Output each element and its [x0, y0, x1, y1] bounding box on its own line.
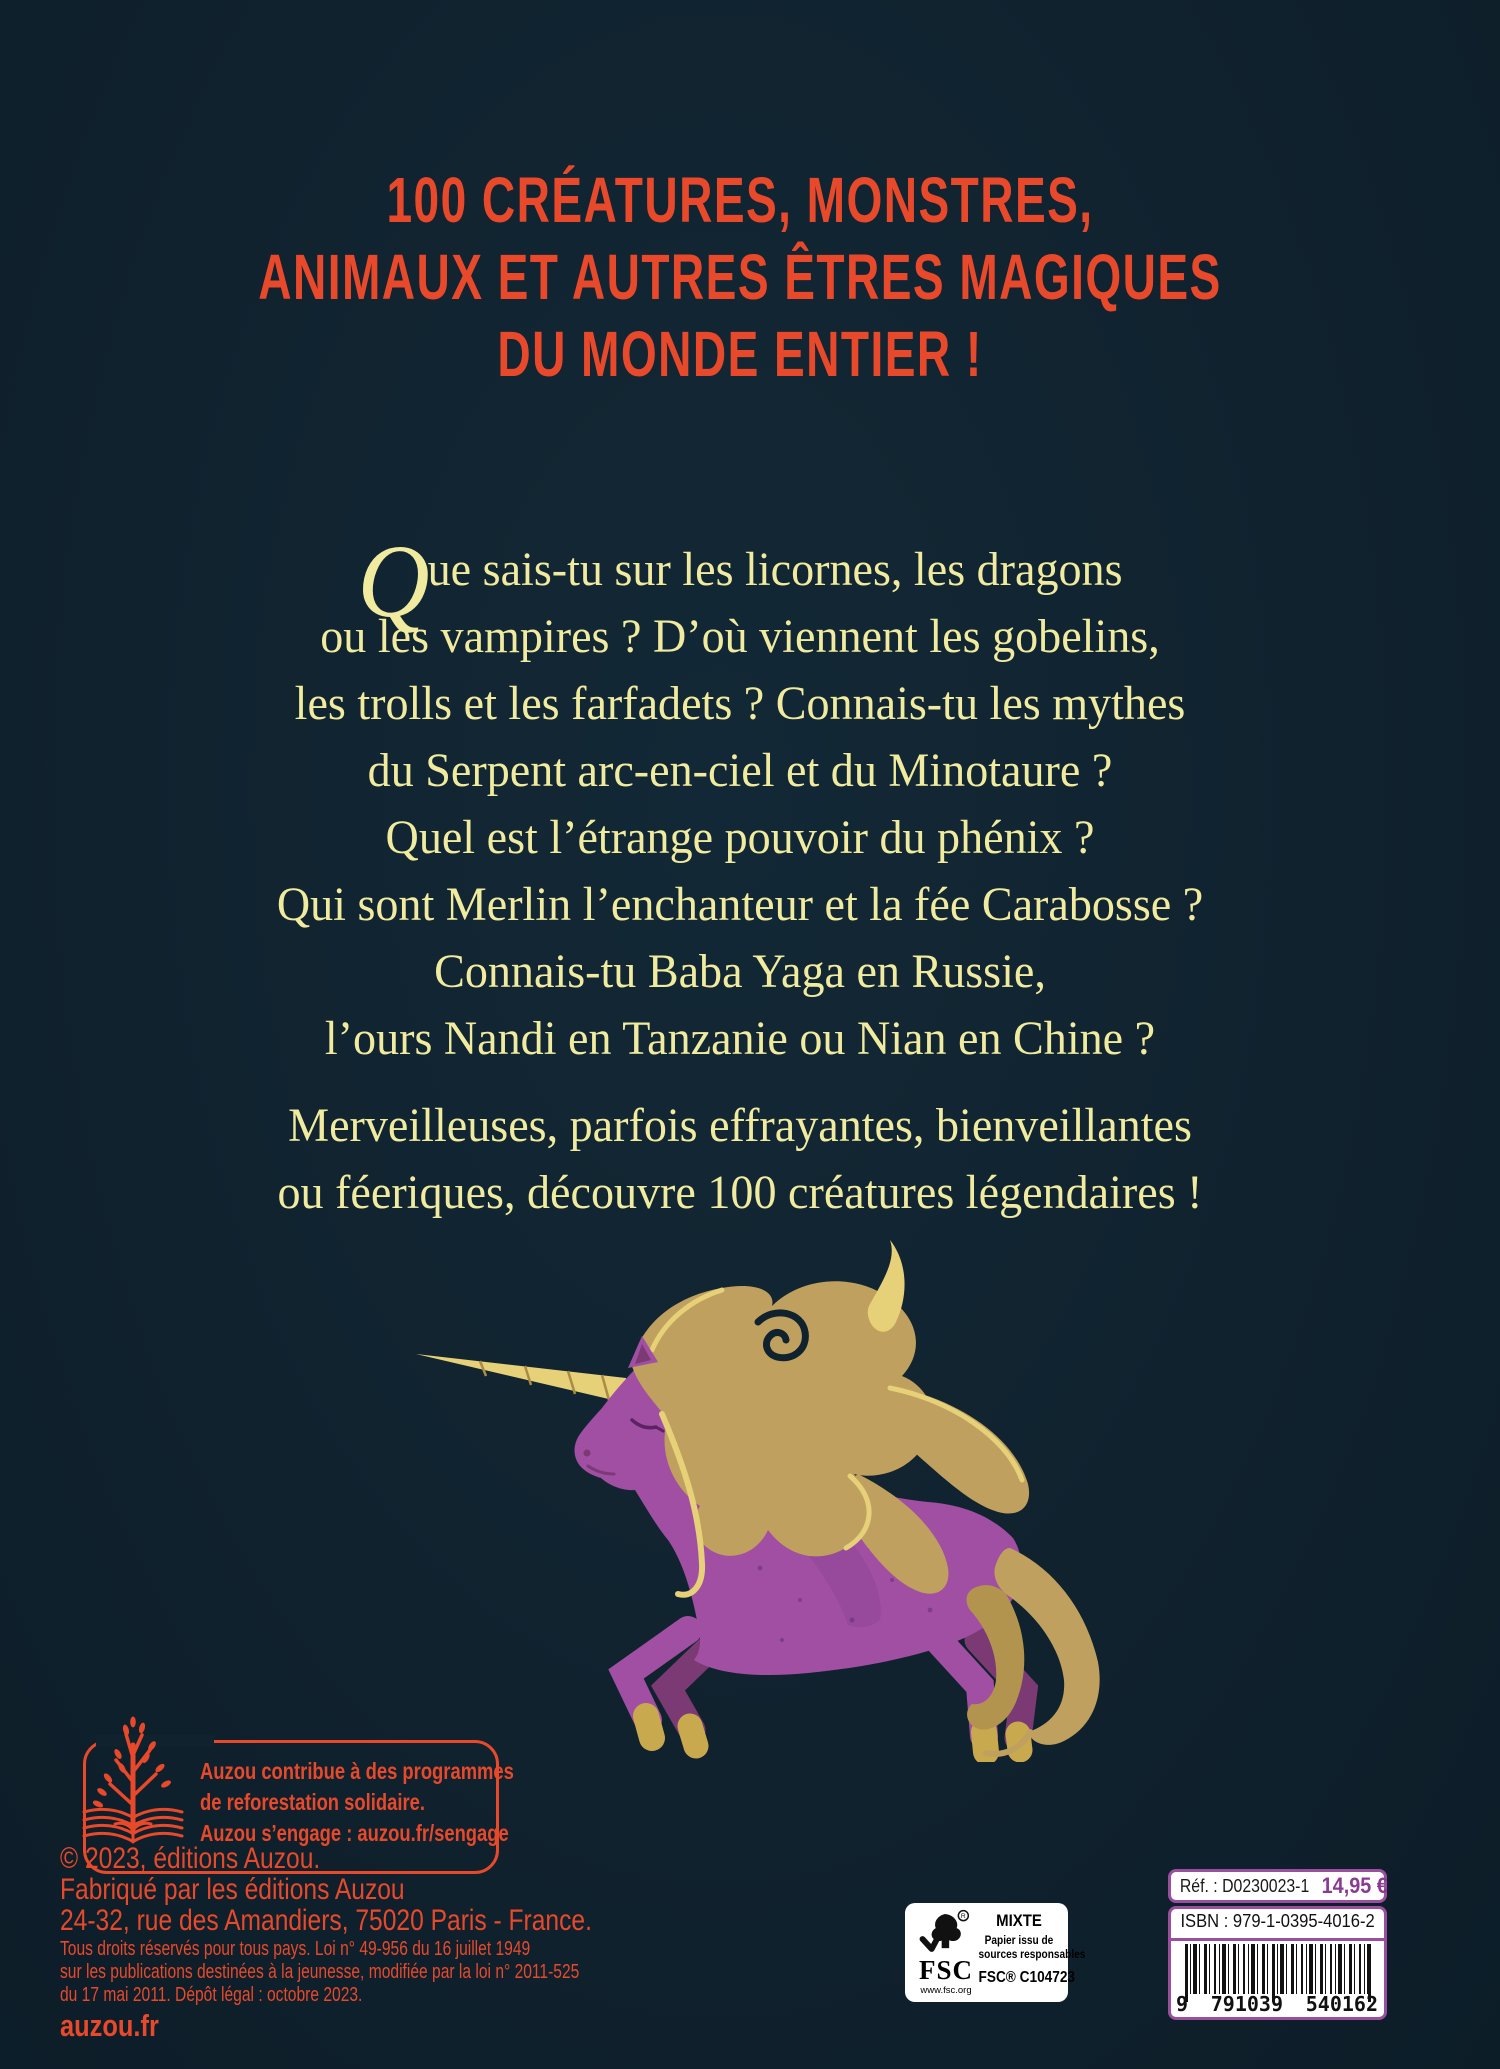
eco-commitment-text — [200, 1756, 514, 1849]
headline-line-2: ANIMAUX ET AUTRES ÊTRES MAGIQUES — [258, 241, 1222, 313]
barcode-digit-group: 540162 — [1305, 1992, 1378, 2016]
price-tag — [1168, 1869, 1387, 1903]
svg-text:R: R — [960, 1913, 966, 1921]
imprint-line: © 2023, éditions Auzou. — [60, 1842, 321, 1875]
price-value: 14,95 € — [1321, 1873, 1388, 1898]
unicorn-illustration — [330, 1238, 1130, 1762]
fsc-grade: MIXTE — [996, 1911, 1042, 1930]
barcode-divider — [1170, 1938, 1385, 1941]
intro-line: Qui sont Merlin l’enchanteur et la fée Carabosse ? — [276, 878, 1204, 931]
headline-line-1: 100 CRÉATURES, MONSTRES, — [386, 164, 1094, 236]
intro-line: Connais-tu Baba Yaga en Russie, — [434, 945, 1046, 998]
closing-line: ou féeriques, découvre 100 créatures légendaires ! — [277, 1166, 1203, 1219]
intro-line: Quel est l’étrange pouvoir du phénix ? — [385, 811, 1095, 864]
tree-book-logo-icon — [78, 1700, 188, 1855]
closing-paragraph — [30, 1092, 1451, 1226]
drop-cap: Q — [357, 524, 428, 640]
barcode-bars — [1185, 1944, 1371, 1994]
imprint-line: Fabriqué par les éditions Auzou — [60, 1873, 405, 1906]
barcode-digit-group: 9 — [1176, 1992, 1189, 2016]
headline — [0, 162, 1480, 393]
legal-line: Tous droits réservés pour tous pays. Loi n° 49-956 du 16 juillet 1949 — [60, 1938, 531, 1960]
legal-line: sur les publications destinées à la jeunesse, modifiée par la loi n° 2011-525 — [60, 1961, 580, 1983]
intro-line: ou les vampires ? D’où viennent les gobelins, — [320, 610, 1160, 663]
imprint-line: 24-32, rue des Amandiers, 75020 Paris - France. — [60, 1904, 592, 1937]
legal-notice-text — [60, 1938, 579, 2007]
headline-line-3: DU MONDE ENTIER ! — [497, 318, 983, 390]
intro-line: du Serpent arc-en-ciel et du Minotaure ? — [367, 744, 1113, 797]
fsc-description-line: sources responsables — [978, 1949, 1086, 1961]
eco-line: de reforestation solidaire. — [200, 1789, 425, 1815]
intro-paragraph — [30, 524, 1451, 1072]
reference-number: Réf. : D0230023-1 — [1179, 1875, 1310, 1896]
imprint-text — [60, 1843, 592, 1936]
legal-line: du 17 mai 2011. Dépôt légal : octobre 2023. — [60, 1984, 363, 2006]
fsc-acronym: FSC — [918, 1955, 973, 1985]
intro-line: les trolls et les farfadets ? Connais-tu les mythes — [294, 677, 1186, 730]
intro-line-text: ue sais-tu sur les licornes, les dragons — [427, 543, 1123, 596]
fsc-url: www.fsc.org — [920, 1985, 972, 1996]
fsc-description-line: Papier issu de — [984, 1935, 1054, 1947]
nostril — [584, 1450, 591, 1457]
unicorn-horn-icon — [416, 1354, 630, 1404]
intro-line: l’ours Nandi en Tanzanie ou Nian en Chine ? — [324, 1012, 1156, 1065]
isbn-number: ISBN : 979-1-0395-4016-2 — [1180, 1911, 1375, 1931]
fsc-license-code: FSC® C104723 — [978, 1969, 1076, 1986]
eco-line: Auzou s’engage : auzou.fr/sengage — [200, 1820, 509, 1846]
publisher-website: auzou.fr — [60, 2008, 159, 2043]
barcode-digits — [1176, 1992, 1378, 2016]
closing-line: Merveilleuses, parfois effrayantes, bienveillantes — [288, 1099, 1192, 1152]
eco-line: Auzou contribue à des programmes — [200, 1758, 514, 1784]
barcode-digit-group: 791039 — [1210, 1992, 1284, 2016]
fsc-tree-check-icon — [919, 1909, 971, 1959]
